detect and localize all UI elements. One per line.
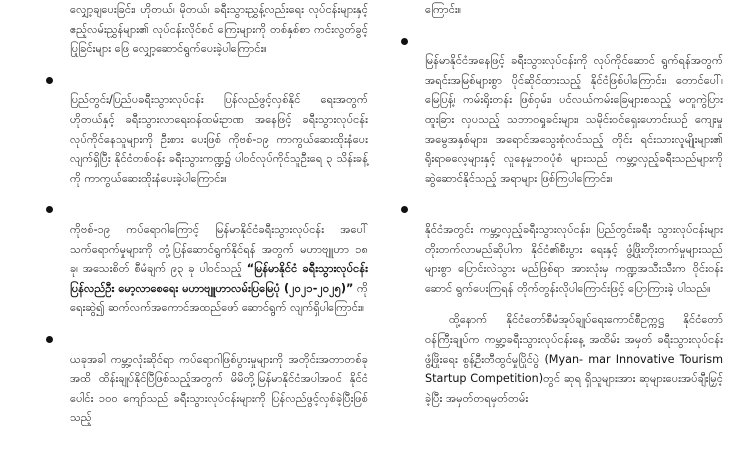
right-paragraph-1: ကြောင်း။ <box>425 3 462 16</box>
left-paragraph-2-text: ပြည်တွင်း/ပြည်ပခရီးသွားလုပ်ငန်း ပြန်လည်ဖွင့်လှစ်နိုင် ရေးအတွက် ဟိုတယ်နှင့် ခရီးသွားလာရေးဝန်ထမ်းဥာဏ အနေဖြင့် ခရီးသွားလုပ်ငန်းလုပ်ကိုင်နေသူများကို ဦးစား ပေးဖြစ် ကိုဗစ်-၁၉ ကာကွယ်ဆေးထိုးနံပေးလျက်ရှိပြီး နိုင်ငံတစ်ဝန်း ခရီးသွားကဏ္ဍ၌ ပါဝင်လုပ်ကိုင်သူဦးရေ ၃ သိန်းခန့်ကို ကာကွယ်ဆေးထိုးနံပေးခဲ့ပါကြောင်း။ <box>70 93 368 185</box>
roadmap-title: “မြန်မာနိုင်ငံ ခရီးသွားလုပ်ငန်း ပြန်လည်ဦး မော့လာစေရေး မဟာဗျူဟာလမ်းပြမြေပုံ (၂၀၂၁-၂၀၂၅)” <box>70 262 369 295</box>
bullet-icon <box>401 206 408 213</box>
left-paragraph-3 <box>38 200 368 318</box>
right-paragraph-3-text: နိုင်ငံအတွင်း ကမ္ဘာ့လှည့်ခရီးသွားလုပ်ငန်း၊ ပြည်တွင်းခရီး သွားလုပ်ငန်းများ တိုးတက်လာမည်ဆိုပါက နိုင်ငံ၏စီးပွား ရေးနှင့် ဖွံ့ဖြိုးတိုးတက်မှုများသည် များစွာ ပြောင်းလဲသွား မည်ဖြစ်ရာ အားလုံးမှ ကဏ္ဍအသီးသီးက ဝိုင်းဝန်းဆောင် ရွက်ပေးကြရန် တိုက်တွန်းလိုပါကြောင်းဖြင့် ပြောကြားခဲ့ ပါသည်။ <box>425 222 723 295</box>
bullet-icon <box>401 38 408 45</box>
left-paragraph-2 <box>38 71 368 189</box>
right-paragraph-3 <box>393 200 723 298</box>
right-column <box>393 0 723 460</box>
left-paragraph-1: လျှော့ချပေးခြင်း၊ ဟိုတယ်၊ မိုတယ်၊ ခရီးသွားညွှန့်လည်းရေး လုပ်ငန်းများနှင့် ဧည့်လမ်းညွှန်များ၏ လုပ်ငန်းလိုင်စင် ကြေးများကို တစ်နှစ်စာ ကင်းလွတ်ခွင့်ပြုခြင်းများ ဖြေ လျှော့ဆောင်ရွက်ပေးခဲ့ပါကြောင်း။ <box>70 3 368 56</box>
bullet-icon <box>46 336 53 343</box>
right-paragraph-4: ထို့နောက် နိုင်ငံတော်စီမံအုပ်ချုပ်ရေးကောင်စီဥက္ကဋ္ဌ နိုင်ငံတော်ဝန်ကြီးချုပ်က ကမ္ဘာ့ခရီးသွားလုပ်ငန်းနေ့ အထိမ်း အမှတ် ခရီးသွားလုပ်ငန်းဖွံ့ဖြိုးရေး စွန့်ဦးတီထွင်မှုပြိုင်ပွဲ (Myan- mar Innovative Tourism Startup Competition)တွင် ဆုရ ရှိသူများအား ဆုများပေးအပ်ချီးမြှင့်ခဲ့ပြီး အမှတ်တရမှတ်တမ်း <box>425 313 723 405</box>
left-paragraph-4-text: ယခုအခါ ကမ္ဘာ့လုံးဆိုင်ရာ ကပ်ရောဂါဖြစ်ပွားမှုများကို အတိုင်းအတာတစ်ခုအထိ ထိန်းချုပ်နိုင်ပြီဖြစ်သည့်အတွက် မိမိတို့မြန်မာနိုင်ငံအပါအဝင် နိုင်ငံပေါင်း ၁၀၀ ကျော်သည် ခရီးသွားလုပ်ငန်းများကို ပြန်လည်ဖွင့်လှစ်ခဲ့ပြီးဖြစ်သည့် <box>70 352 368 425</box>
left-paragraph-3-text: ကိုဗစ်-၁၉ ကပ်ရောဂါကြောင့် မြန်မာနိုင်ငံခရီးသွားလုပ်ငန်း အပေါ် သက်ရောက်မှုများကို တုံ့ပြန်ဆောင်ရွက်နိုင်ရန် အတွက် မဟာဗျူဟာ ၁၈ ခု၊ အသေးစိတ် စီမံချက် ၉၃ ခု ပါဝင်သည့် <box>70 222 368 276</box>
right-paragraph-2-text: မြန်မာနိုင်ငံအနေဖြင့် ခရီးသွားလုပ်ငန်းကို လုပ်ကိုင်ဆောင် ရွက်ရန်အတွက် အရင်းအမြစ်များစွာ ပိုင်ဆိုင်ထားသည့် နိုင်ငံဖြစ်ပါကြောင်း၊ တောင်ပေါ်၊ မြေပြန့်၊ ကမ်းရိုးတန်း ဖြစ်ဝှမ်း၊ ပင်လယ်ကမ်းခြေများစသည့် မတူကွဲပြားထူးခြား လှပသည့် သဘာဝရှုခင်းများ၊ သမိုင်းဝင်ရှေးဟောင်းယဉ် ကျေးမှုအမွေအနှစ်များ၊ အရောင်အသွေးစုံလင်သည့် တိုင်း ရင်းသားလူမျိုးများ၏ ရိုးရာဓလေ့များနှင့် လူနေမှုဘဝပုံစံ များသည် ကမ္ဘာ့လှည့်ခရီးသည်များကို ဆွဲဆောင်နိုင်သည့် အရာများ ဖြစ်ကြပါကြောင်း။ <box>425 54 723 185</box>
bullet-icon <box>46 206 53 213</box>
left-paragraph-4 <box>38 330 368 428</box>
left-column <box>38 0 368 460</box>
right-paragraph-2 <box>393 32 723 189</box>
bullet-icon <box>46 77 53 84</box>
left-paragraph-3-tail: ကို ရေးဆွဲ၍ ဆက်လက်အကောင်အထည်ဖော် ဆောင်ရွက် လျက်ရှိပါကြောင်း။ <box>70 281 368 315</box>
